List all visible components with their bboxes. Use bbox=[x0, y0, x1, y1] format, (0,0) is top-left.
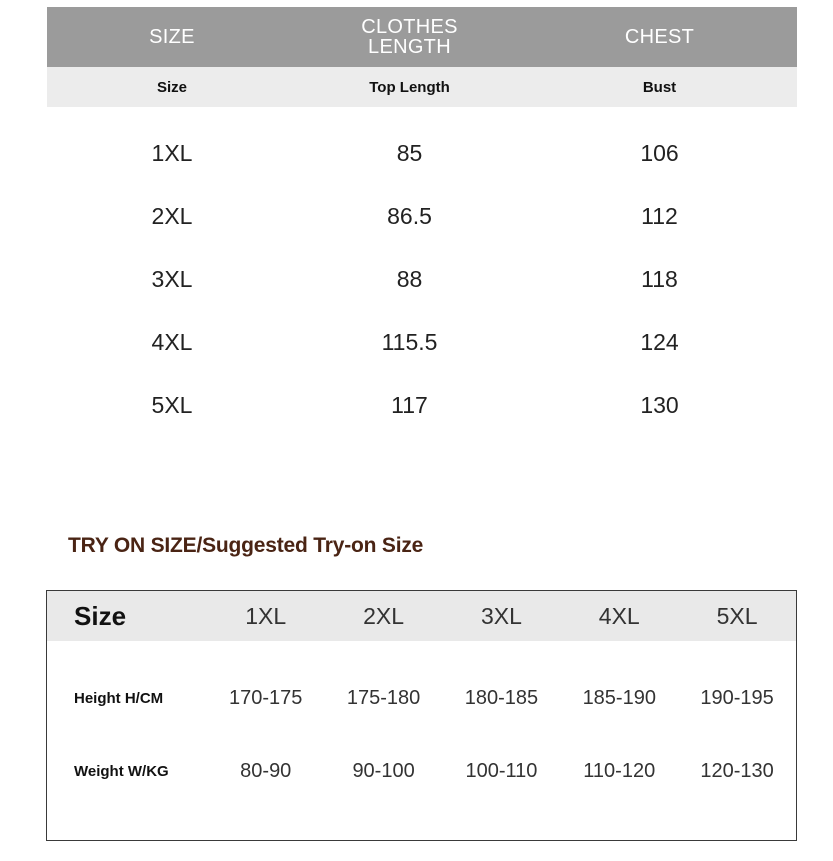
row-length: 115.5 bbox=[381, 329, 438, 355]
tryon-heading: TRY ON SIZE/Suggested Try-on Size bbox=[68, 534, 424, 557]
height-label: Height H/CM bbox=[74, 690, 164, 707]
height-value: 185-190 bbox=[582, 687, 656, 709]
weight-label: Weight W/KG bbox=[74, 763, 169, 780]
tryon-weight-row bbox=[47, 760, 796, 783]
row-length: 86.5 bbox=[387, 203, 432, 229]
height-value: 170-175 bbox=[229, 687, 303, 709]
tryon-table-header bbox=[47, 591, 796, 641]
tryon-header-label: Size bbox=[74, 600, 127, 631]
row-size: 3XL bbox=[151, 266, 193, 292]
height-value: 180-185 bbox=[464, 687, 539, 709]
tryon-size-1xl: 1XL bbox=[245, 602, 287, 629]
subheader-top-length: Top Length bbox=[369, 78, 450, 96]
header-chest-label: CHEST bbox=[624, 26, 695, 48]
row-bust: 124 bbox=[640, 329, 679, 355]
row-bust: 112 bbox=[641, 203, 678, 229]
header-clothes-length-line1: CLOTHES bbox=[361, 16, 458, 38]
measurement-table-header bbox=[47, 7, 797, 67]
height-value: 175-180 bbox=[346, 687, 421, 709]
weight-value: 120-130 bbox=[700, 760, 774, 782]
table-row bbox=[47, 248, 797, 311]
header-size-label: SIZE bbox=[149, 26, 195, 48]
header-chest bbox=[522, 7, 797, 67]
row-size: 2XL bbox=[151, 203, 193, 229]
measurement-table-subheader bbox=[47, 67, 797, 107]
table-row bbox=[47, 122, 797, 185]
table-row bbox=[47, 374, 797, 437]
subheader-size: Size bbox=[156, 78, 187, 96]
row-length: 88 bbox=[396, 266, 423, 292]
row-size: 5XL bbox=[151, 392, 193, 418]
weight-value: 110-120 bbox=[583, 760, 656, 782]
header-size bbox=[47, 7, 297, 67]
row-bust: 106 bbox=[640, 140, 679, 166]
row-length: 85 bbox=[396, 140, 423, 166]
measurement-table-body bbox=[47, 107, 797, 437]
tryon-size-4xl: 4XL bbox=[598, 602, 640, 629]
header-clothes-length bbox=[297, 7, 522, 67]
tryon-size-2xl: 2XL bbox=[363, 602, 405, 629]
row-size: 4XL bbox=[151, 329, 193, 355]
weight-value: 90-100 bbox=[352, 760, 415, 782]
tryon-size-3xl: 3XL bbox=[480, 602, 522, 629]
row-size: 1XL bbox=[151, 140, 193, 166]
table-row bbox=[47, 185, 797, 248]
weight-value: 80-90 bbox=[240, 760, 292, 782]
row-bust: 130 bbox=[640, 392, 679, 418]
row-length: 117 bbox=[391, 392, 428, 418]
measurement-table bbox=[47, 7, 797, 437]
weight-value: 100-110 bbox=[465, 760, 538, 782]
subheader-bust: Bust bbox=[642, 78, 677, 96]
row-bust: 118 bbox=[641, 266, 678, 292]
table-row bbox=[47, 311, 797, 374]
tryon-size-5xl: 5XL bbox=[716, 602, 758, 629]
header-clothes-length-line2: LENGTH bbox=[368, 36, 451, 58]
height-value: 190-195 bbox=[700, 687, 774, 709]
tryon-height-row bbox=[47, 687, 796, 710]
tryon-table bbox=[46, 590, 797, 841]
